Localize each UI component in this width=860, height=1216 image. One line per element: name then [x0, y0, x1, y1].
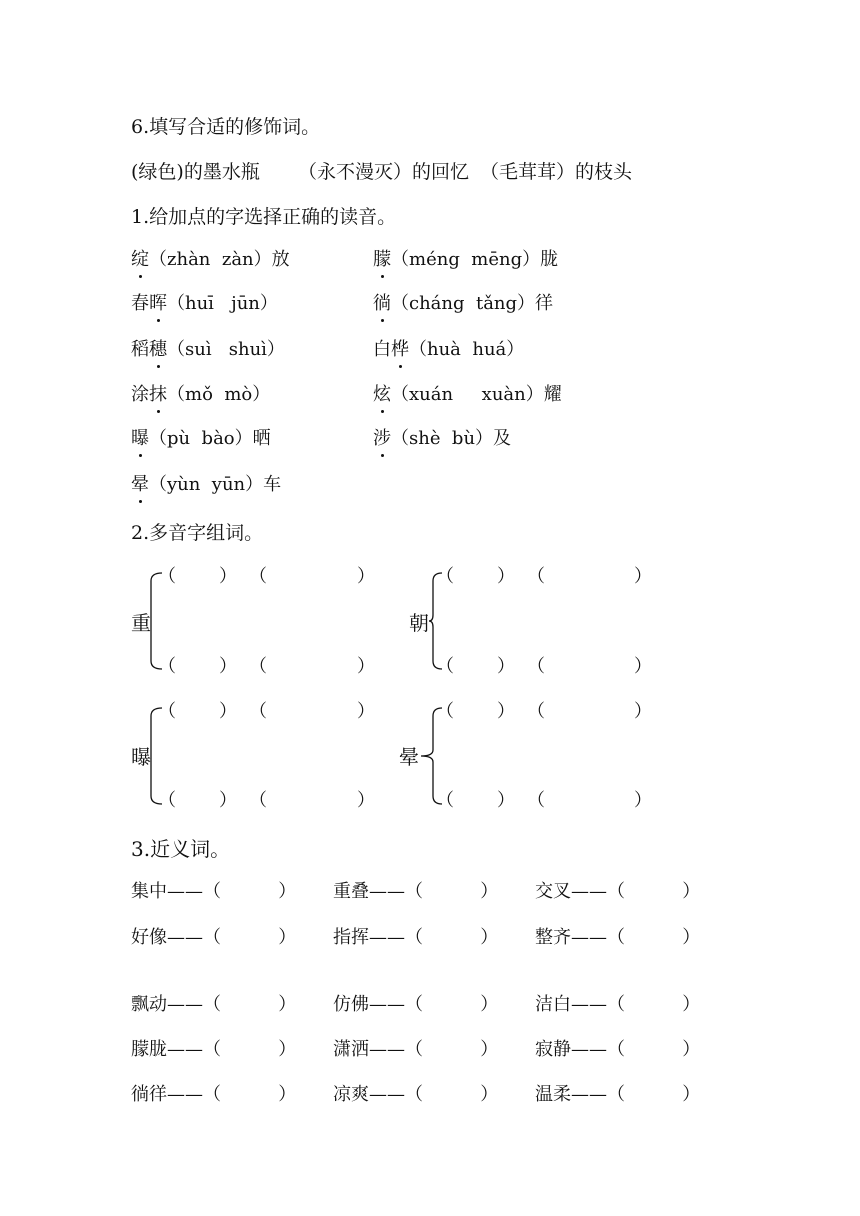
- paren-close: ）: [497, 656, 515, 677]
- synonym-item: 潇洒——（ ）: [333, 1039, 499, 1060]
- polyphone-char: 重: [131, 611, 151, 635]
- paren-open: （: [249, 566, 267, 587]
- paren-open: （: [249, 701, 267, 722]
- polyphone-char: 曝: [131, 745, 151, 769]
- pronunciation-item: 徜 （cháng tǎng）徉: [373, 293, 553, 315]
- paren-open: （: [158, 656, 176, 677]
- paren-close: ）: [497, 790, 515, 811]
- pronunciation-item: 稻穗 （suì shuì）: [131, 339, 285, 361]
- synonym-item: 交叉——（ ）: [535, 881, 701, 902]
- paren-close: ）: [219, 701, 237, 722]
- synonym-item: 温柔——（ ）: [535, 1084, 701, 1105]
- pronunciation-item: 春晖 （huī jūn）: [131, 293, 278, 315]
- synonym-item: 朦胧——（ ）: [131, 1039, 297, 1060]
- synonym-item: 洁白——（ ）: [535, 994, 701, 1015]
- synonym-item: 集中——（ ）: [131, 881, 297, 902]
- paren-open: （: [158, 790, 176, 811]
- modifier-item-3: （毛茸茸）的枝头: [480, 161, 633, 183]
- modifier-item-2: （永不漫灭）的回忆: [298, 161, 470, 183]
- paren-close: ）: [219, 790, 237, 811]
- paren-close: ）: [219, 566, 237, 587]
- paren-close: ）: [497, 701, 515, 722]
- synonym-item: 凉爽——（ ）: [333, 1084, 499, 1105]
- pronunciation-item: 晕 （yùn yūn）车: [131, 474, 281, 496]
- synonym-item: 好像——（ ）: [131, 927, 297, 948]
- paren-close: ）: [357, 656, 375, 677]
- pronunciation-item: 白桦 （huà huá）: [373, 339, 524, 361]
- polyphone-char: 晕: [399, 745, 419, 769]
- paren-open: （: [527, 566, 545, 587]
- paren-open: （: [436, 701, 454, 722]
- polyphone-char: 朝: [409, 611, 429, 635]
- paren-close: ）: [634, 566, 652, 587]
- paren-close: ）: [357, 790, 375, 811]
- paren-close: ）: [219, 656, 237, 677]
- paren-open: （: [527, 701, 545, 722]
- modifier-item-1: (绿色)的墨水瓶: [131, 161, 260, 183]
- paren-open: （: [249, 656, 267, 677]
- synonym-item: 重叠——（ ）: [333, 881, 499, 902]
- synonym-item: 仿佛——（ ）: [333, 994, 499, 1015]
- paren-close: ）: [357, 701, 375, 722]
- paren-open: （: [158, 701, 176, 722]
- pronunciation-item: 曝 （pù bào）晒: [131, 428, 271, 450]
- paren-close: ）: [497, 566, 515, 587]
- pronunciation-item: 朦 （méng mēng）胧: [373, 249, 558, 271]
- question-6-title: 6.填写合适的修饰词。: [131, 116, 321, 138]
- pronunciation-item: 炫 （xuán xuàn）耀: [373, 384, 562, 406]
- paren-close: ）: [634, 790, 652, 811]
- paren-close: ）: [634, 701, 652, 722]
- paren-open: （: [436, 790, 454, 811]
- paren-open: （: [158, 566, 176, 587]
- synonym-item: 徜徉——（ ）: [131, 1084, 297, 1105]
- question-2-title: 2.多音字组词。: [131, 522, 264, 544]
- synonym-item: 寂静——（ ）: [535, 1039, 701, 1060]
- paren-open: （: [527, 790, 545, 811]
- question-3-title: 3.近义词。: [131, 837, 231, 861]
- paren-close: ）: [357, 566, 375, 587]
- synonym-item: 指挥——（ ）: [333, 927, 499, 948]
- paren-close: ）: [634, 656, 652, 677]
- pronunciation-item: 涂抹 （mǒ mò）: [131, 384, 270, 406]
- pronunciation-item: 涉 （shè bù）及: [373, 428, 511, 450]
- question-1-title: 1.给加点的字选择正确的读音。: [131, 206, 397, 228]
- synonym-item: 飘动——（ ）: [131, 994, 297, 1015]
- paren-open: （: [527, 656, 545, 677]
- paren-open: （: [436, 656, 454, 677]
- paren-open: （: [249, 790, 267, 811]
- pronunciation-item: 绽 （zhàn zàn）放: [131, 249, 290, 271]
- synonym-item: 整齐——（ ）: [535, 927, 701, 948]
- paren-open: （: [436, 566, 454, 587]
